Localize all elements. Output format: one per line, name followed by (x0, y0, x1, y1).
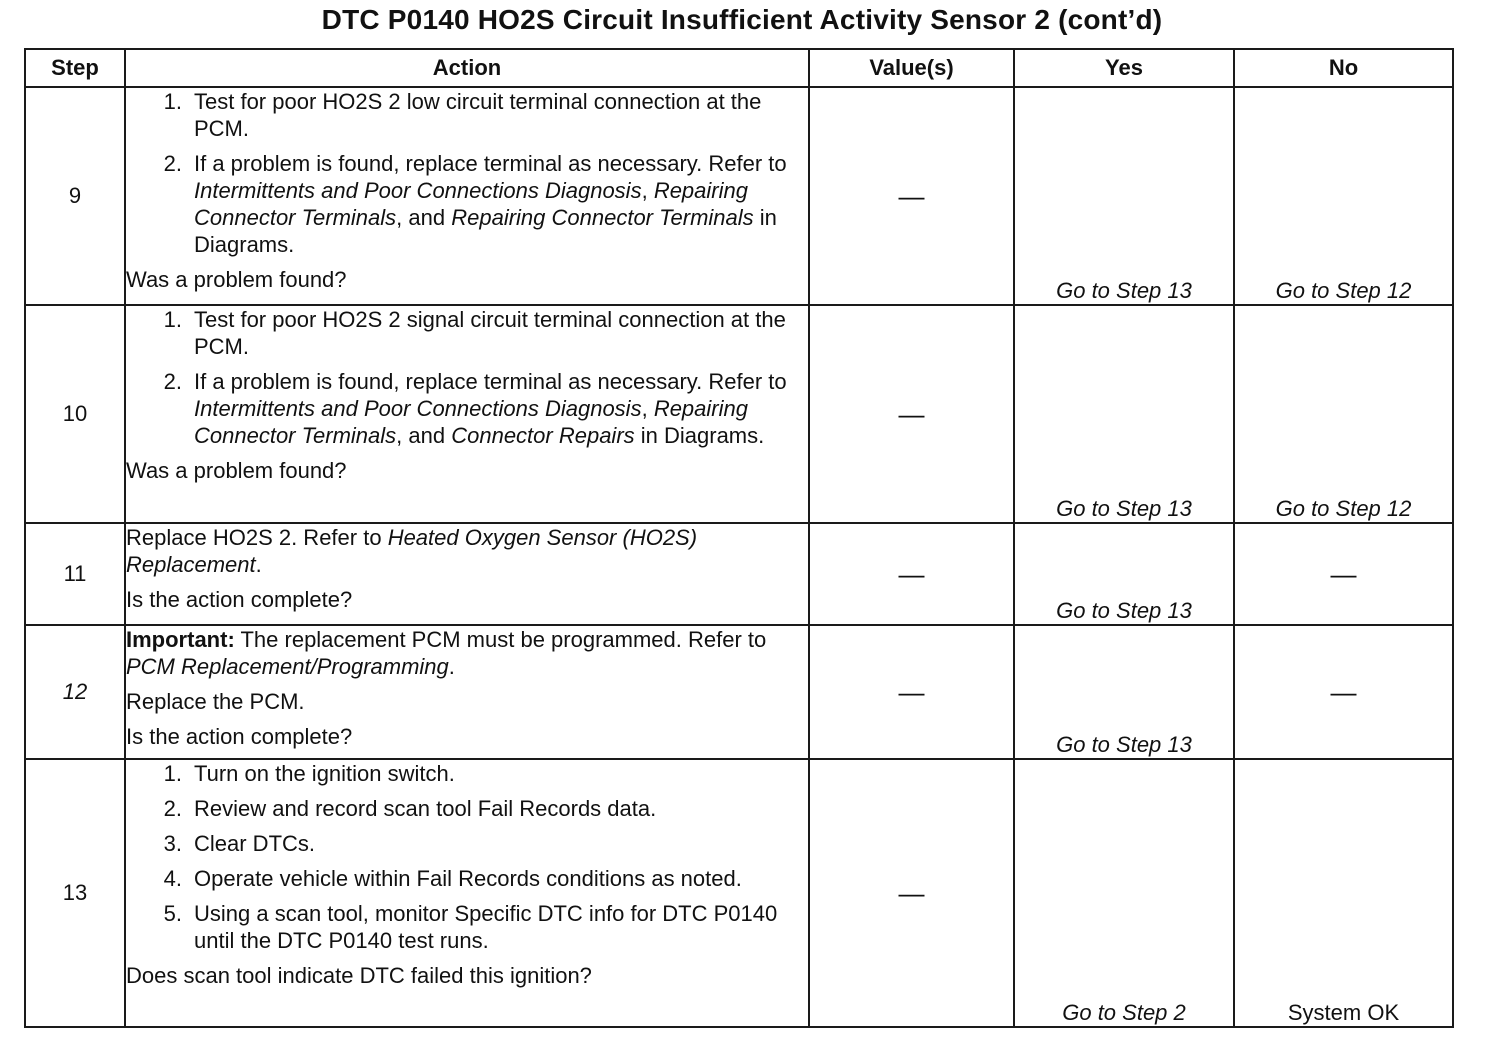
action-item: 5. Using a scan tool, monitor Specific DTC info for DTC P0140 until the DTC P0140 test runs. (163, 901, 778, 953)
header-no: No (1234, 49, 1453, 87)
action-cell (125, 759, 809, 1027)
header-row (25, 49, 1453, 87)
table-row (25, 87, 1453, 305)
action-item: 1. Test for poor HO2S 2 signal circuit terminal connection at the PCM. (163, 307, 786, 359)
action-item: 4. Operate vehicle within Fail Records conditions as noted. (163, 866, 742, 891)
step-number: 12 (25, 625, 125, 759)
question: Was a problem found? (126, 458, 347, 483)
value-cell: — (809, 625, 1014, 759)
action-cell (125, 625, 809, 759)
action-text: Replace the PCM. (126, 689, 305, 714)
table-row (25, 625, 1453, 759)
header-values: Value(s) (809, 49, 1014, 87)
header-step: Step (25, 49, 125, 87)
table-row (25, 305, 1453, 523)
question: Was a problem found? (126, 267, 347, 292)
step-number: 9 (25, 87, 125, 305)
no-outcome: — (1234, 625, 1453, 759)
action-item: 3. Clear DTCs. (163, 831, 316, 856)
action-item: 1. Test for poor HO2S 2 low circuit terminal connection at the PCM. (163, 89, 762, 141)
yes-outcome: Go to Step 13 (1014, 523, 1234, 625)
question: Does scan tool indicate DTC failed this ignition? (126, 963, 592, 988)
question: Is the action complete? (126, 587, 353, 612)
action-cell (125, 305, 809, 523)
header-yes: Yes (1014, 49, 1234, 87)
value-cell: — (809, 305, 1014, 523)
header-action: Action (125, 49, 809, 87)
action-item: 1. Turn on the ignition switch. (163, 761, 455, 786)
yes-outcome: Go to Step 13 (1014, 87, 1234, 305)
table-row (25, 523, 1453, 625)
action-cell (125, 523, 809, 625)
no-outcome: Go to Step 12 (1234, 87, 1453, 305)
action-item: 2. Review and record scan tool Fail Records data. (163, 796, 657, 821)
yes-outcome: Go to Step 2 (1014, 759, 1234, 1027)
diagnostic-table (24, 48, 1454, 1028)
no-outcome: System OK (1234, 759, 1453, 1027)
page-title: DTC P0140 HO2S Circuit Insufficient Activity Sensor 2 (cont’d) (321, 4, 1163, 35)
table-row (25, 759, 1453, 1027)
no-outcome: — (1234, 523, 1453, 625)
important-note: Important: The replacement PCM must be programmed. Refer to PCM Replacement/Programming. (126, 627, 767, 679)
value-cell: — (809, 87, 1014, 305)
yes-outcome: Go to Step 13 (1014, 625, 1234, 759)
value-cell: — (809, 523, 1014, 625)
step-number: 13 (25, 759, 125, 1027)
yes-outcome: Go to Step 13 (1014, 305, 1234, 523)
step-number: 11 (25, 523, 125, 625)
value-cell: — (809, 759, 1014, 1027)
question: Is the action complete? (126, 724, 353, 749)
action-item: 2. If a problem is found, replace terminal as necessary. Refer to Intermittents and Poor Connections Diagnosis, Repairing Connector Terminals, and Connector Repairs in Diagrams. (163, 369, 787, 448)
no-outcome: Go to Step 12 (1234, 305, 1453, 523)
action-text: Replace HO2S 2. Refer to Heated Oxygen Sensor (HO2S) Replacement. (126, 525, 698, 577)
action-cell (125, 87, 809, 305)
step-number: 10 (25, 305, 125, 523)
action-item: 2. If a problem is found, replace terminal as necessary. Refer to Intermittents and Poor Connections Diagnosis, Repairing Connector Terminals, and Repairing Connector Terminals in Diagrams. (163, 151, 787, 257)
